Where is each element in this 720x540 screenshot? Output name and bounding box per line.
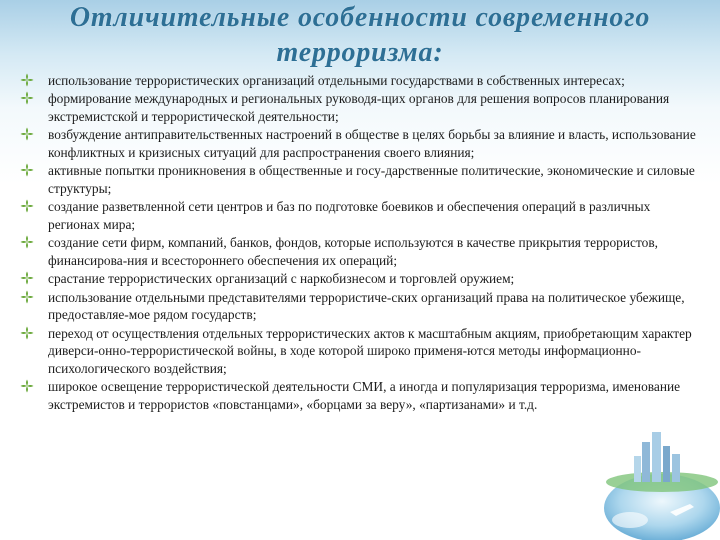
diamond-leaf-bullet-icon [20, 235, 34, 249]
list-item [20, 378, 698, 413]
list-item-text: создание сети фирм, компаний, банков, фондов, которые используются в качестве прикрытия террористов, финансирова-ния и всестороннего обеспечения их операций; [48, 235, 659, 268]
list-item-text: срастание террористических организаций с наркобизнесом и торговлей оружием; [48, 271, 515, 287]
list-item [20, 289, 698, 324]
diamond-leaf-bullet-icon [20, 271, 34, 285]
list-item [20, 72, 698, 90]
list-item [20, 234, 698, 269]
list-item [20, 162, 698, 197]
diamond-leaf-bullet-icon [20, 127, 34, 141]
list-item-text: создание разветвленной сети центров и баз по подготовке боевиков и обеспечения операций в различных регионах мира; [48, 199, 651, 232]
diamond-leaf-bullet-icon [20, 326, 34, 340]
list-item-text: активные попытки проникновения в общественные и госу-дарственные политические, экономические и силовые структуры; [48, 163, 695, 196]
list-item [20, 325, 698, 378]
diamond-leaf-bullet-icon [20, 290, 34, 304]
list-item [20, 270, 698, 288]
bullet-list [20, 72, 698, 413]
diamond-leaf-bullet-icon [20, 199, 34, 213]
list-item-text: широкое освещение террористической деятельности СМИ, а иногда и популяризация терроризма, именование экстремистов и террористов «повстанцами», «борцами за веру», «партизанами» и т.д. [48, 379, 681, 412]
list-item-text: формирование международных и региональных руководя-щих органов для решения вопросов планирования экстремистской и террористической деятельности; [48, 91, 670, 124]
list-item-text: переход от осуществления отдельных террористических актов к масштабным акциям, приобретающим характер диверси-онно-террористической войны, в ходе которой широко применя-ются методы информационно-психологического воздействия; [48, 325, 692, 376]
diamond-leaf-bullet-icon [20, 91, 34, 105]
list-item-text: использование террористических организаций отдельными государствами в собственных интересах; [48, 73, 625, 88]
diamond-leaf-bullet-icon [20, 73, 34, 87]
list-item-text: возбуждение антиправительственных настроений в обществе в целях борьбы за влияние и власть, использование конфликтных и кризисных ситуаций для распространения своего влияния; [48, 127, 696, 160]
diamond-leaf-bullet-icon [20, 379, 34, 393]
list-item [20, 126, 698, 161]
list-item-text: использование отдельными представителями террористиче-ских организаций права на политическое убежище, предоставляе-мое рядом государств; [48, 289, 685, 323]
globe-city-illustration [600, 420, 720, 540]
diamond-leaf-bullet-icon [20, 163, 34, 177]
slide-title: Отличительные особенности современного терроризма: [69, 2, 651, 68]
list-item [20, 198, 698, 233]
list-item [20, 90, 698, 125]
